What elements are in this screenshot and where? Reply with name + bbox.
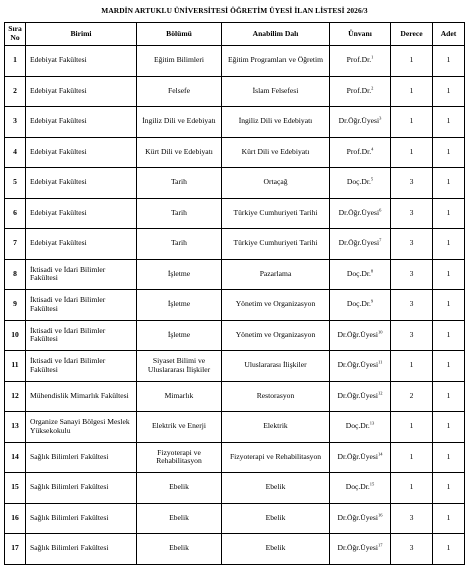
- cell-derece: 3: [391, 168, 433, 199]
- cell-no: 3: [5, 107, 26, 138]
- cell-bolumu: Siyaset Bilimi ve Uluslararası İlişkiler: [137, 351, 222, 382]
- cell-anabilim: Ebelik: [222, 473, 330, 504]
- table-row: [5, 46, 465, 77]
- table-row: [5, 534, 465, 565]
- cell-adet: 1: [433, 259, 465, 290]
- unvan-text: Doç.Dr.: [346, 268, 371, 278]
- cell-anabilim: Fizyoterapi ve Rehabilitasyon: [222, 442, 330, 473]
- cell-birimi: Organize Sanayi Bölgesi Meslek Yüksekokulu: [26, 412, 137, 443]
- cell-unvan: [330, 534, 391, 565]
- footnote-marker: 1: [371, 54, 374, 60]
- unvan-text: Dr.Öğr.Üyesi: [338, 116, 380, 126]
- cell-derece: 3: [391, 534, 433, 565]
- cell-adet: 1: [433, 412, 465, 443]
- unvan-text: Dr.Öğr.Üyesi: [337, 360, 379, 370]
- footnote-marker: 3: [379, 115, 382, 121]
- cell-birimi: Edebiyat Fakültesi: [26, 76, 137, 107]
- footnote-marker: 11: [378, 359, 383, 365]
- cell-anabilim: Pazarlama: [222, 259, 330, 290]
- footnote-marker: 12: [378, 390, 383, 396]
- footnote-marker: 5: [370, 176, 374, 182]
- footnote-marker: 16: [378, 512, 383, 518]
- footnote-marker: 13: [369, 420, 375, 426]
- cell-derece: 1: [391, 107, 433, 138]
- cell-derece: 1: [391, 442, 433, 473]
- cell-no: 2: [5, 76, 26, 107]
- cell-no: 16: [5, 503, 26, 534]
- cell-no: 6: [5, 198, 26, 229]
- cell-no: 5: [5, 168, 26, 199]
- unvan-text: Dr.Öğr.Üyesi: [337, 329, 378, 339]
- cell-bolumu: Tarih: [137, 198, 222, 229]
- cell-derece: 3: [391, 229, 433, 260]
- cell-derece: 1: [391, 137, 433, 168]
- table-row: [5, 107, 465, 138]
- cell-adet: 1: [433, 46, 465, 77]
- table-row: [5, 412, 465, 443]
- cell-anabilim: Uluslararası İlişkiler: [222, 351, 330, 382]
- cell-anabilim: Restorasyon: [222, 381, 330, 412]
- cell-no: 14: [5, 442, 26, 473]
- cell-bolumu: Felsefe: [137, 76, 222, 107]
- cell-birimi: Sağlık Bilimleri Fakültesi: [26, 534, 137, 565]
- cell-anabilim: Ebelik: [222, 503, 330, 534]
- header-birimi: Birimi: [26, 23, 137, 46]
- table-row: [5, 290, 465, 321]
- cell-birimi: Edebiyat Fakültesi: [26, 137, 137, 168]
- unvan-text: Prof.Dr.: [346, 85, 372, 95]
- cell-anabilim: Kürt Dili ve Edebiyatı: [222, 137, 330, 168]
- cell-bolumu: Mimarlık: [137, 381, 222, 412]
- cell-unvan: [330, 137, 391, 168]
- cell-no: 1: [5, 46, 26, 77]
- unvan-text: Dr.Öğr.Üyesi: [337, 512, 378, 522]
- table-row: [5, 320, 465, 351]
- cell-no: 7: [5, 229, 26, 260]
- header-no: Sıra No: [5, 23, 26, 46]
- table-row: [5, 381, 465, 412]
- cell-unvan: [330, 229, 391, 260]
- cell-adet: 1: [433, 76, 465, 107]
- table-row: [5, 473, 465, 504]
- cell-anabilim: Elektrik: [222, 412, 330, 443]
- footnote-marker: 14: [378, 451, 383, 457]
- unvan-text: Doç.Dr.: [345, 421, 370, 431]
- table-row: [5, 76, 465, 107]
- document-title: MARDİN ARTUKLU ÜNİVERSİTESİ ÖĞRETİM ÜYESİ İLAN LİSTESİ 2026/3: [101, 6, 368, 15]
- cell-anabilim: Türkiye Cumhuriyeti Tarihi: [222, 198, 330, 229]
- cell-derece: 1: [391, 473, 433, 504]
- cell-unvan: [330, 168, 391, 199]
- footnote-marker: 4: [371, 146, 374, 152]
- cell-unvan: [330, 46, 391, 77]
- unvan-text: Dr.Öğr.Üyesi: [337, 451, 378, 461]
- cell-bolumu: Fizyoterapi ve Rehabilitasyon: [137, 442, 222, 473]
- footnote-marker: 7: [379, 237, 382, 243]
- cell-adet: 1: [433, 534, 465, 565]
- cell-unvan: [330, 290, 391, 321]
- cell-adet: 1: [433, 137, 465, 168]
- cell-adet: 1: [433, 290, 465, 321]
- cell-bolumu: İşletme: [137, 259, 222, 290]
- cell-anabilim: Ortaçağ: [222, 168, 330, 199]
- cell-derece: 1: [391, 76, 433, 107]
- cell-derece: 1: [391, 412, 433, 443]
- cell-no: 11: [5, 351, 26, 382]
- cell-derece: 3: [391, 290, 433, 321]
- cell-adet: 1: [433, 442, 465, 473]
- unvan-text: Doç.Dr.: [345, 482, 370, 492]
- header-anabilim: Anabilim Dalı: [222, 23, 330, 46]
- cell-anabilim: Yönetim ve Organizasyon: [222, 320, 330, 351]
- header-adet: Adet: [433, 23, 465, 46]
- cell-unvan: [330, 351, 391, 382]
- cell-bolumu: Ebelik: [137, 503, 222, 534]
- cell-no: 12: [5, 381, 26, 412]
- cell-anabilim: Türkiye Cumhuriyeti Tarihi: [222, 229, 330, 260]
- announcement-table: [4, 22, 465, 565]
- cell-bolumu: İşletme: [137, 290, 222, 321]
- table-header-row: [5, 23, 465, 46]
- cell-adet: 1: [433, 351, 465, 382]
- unvan-text: Doç.Dr.: [346, 299, 371, 309]
- table-row: [5, 503, 465, 534]
- cell-derece: 3: [391, 320, 433, 351]
- cell-no: 9: [5, 290, 26, 321]
- footnote-marker: 8: [370, 268, 374, 274]
- cell-bolumu: İngiliz Dili ve Edebiyatı: [137, 107, 222, 138]
- cell-anabilim: Yönetim ve Organizasyon: [222, 290, 330, 321]
- table-row: [5, 442, 465, 473]
- table-row: [5, 198, 465, 229]
- header-derece: Derece: [391, 23, 433, 46]
- cell-adet: 1: [433, 198, 465, 229]
- cell-adet: 1: [433, 503, 465, 534]
- unvan-text: Dr.Öğr.Üyesi: [337, 390, 378, 400]
- cell-derece: 3: [391, 503, 433, 534]
- header-unvani: Ünvanı: [330, 23, 391, 46]
- cell-no: 13: [5, 412, 26, 443]
- cell-bolumu: Elektrik ve Enerji: [137, 412, 222, 443]
- footnote-marker: 9: [370, 298, 374, 304]
- cell-birimi: Edebiyat Fakültesi: [26, 168, 137, 199]
- cell-no: 15: [5, 473, 26, 504]
- cell-birimi: Edebiyat Fakültesi: [26, 107, 137, 138]
- cell-adet: 1: [433, 107, 465, 138]
- table-row: [5, 168, 465, 199]
- cell-birimi: Sağlık Bilimleri Fakültesi: [26, 473, 137, 504]
- cell-unvan: [330, 198, 391, 229]
- table-row: [5, 351, 465, 382]
- unvan-text: Prof.Dr.: [346, 55, 372, 65]
- footnote-marker: 15: [369, 481, 375, 487]
- cell-birimi: Edebiyat Fakültesi: [26, 229, 137, 260]
- cell-derece: 3: [391, 259, 433, 290]
- cell-birimi: Edebiyat Fakültesi: [26, 46, 137, 77]
- cell-bolumu: Ebelik: [137, 473, 222, 504]
- cell-anabilim: İngiliz Dili ve Edebiyatı: [222, 107, 330, 138]
- cell-adet: 1: [433, 168, 465, 199]
- cell-bolumu: Tarih: [137, 229, 222, 260]
- cell-birimi: İktisadi ve İdari Bilimler Fakültesi: [26, 351, 137, 382]
- cell-anabilim: Ebelik: [222, 534, 330, 565]
- table-row: [5, 137, 465, 168]
- cell-unvan: [330, 442, 391, 473]
- cell-birimi: İktisadi ve İdari Bilimler Fakültesi: [26, 259, 137, 290]
- header-bolumu: Bölümü: [137, 23, 222, 46]
- cell-unvan: [330, 503, 391, 534]
- cell-no: 8: [5, 259, 26, 290]
- unvan-text: Doç.Dr.: [346, 177, 371, 187]
- cell-unvan: [330, 107, 391, 138]
- cell-derece: 2: [391, 381, 433, 412]
- cell-adet: 1: [433, 320, 465, 351]
- cell-unvan: [330, 259, 391, 290]
- cell-unvan: [330, 381, 391, 412]
- cell-no: 17: [5, 534, 26, 565]
- footnote-marker: 6: [379, 207, 382, 213]
- cell-birimi: Sağlık Bilimleri Fakültesi: [26, 442, 137, 473]
- cell-birimi: Sağlık Bilimleri Fakültesi: [26, 503, 137, 534]
- cell-derece: 1: [391, 46, 433, 77]
- cell-anabilim: İslam Felsefesi: [222, 76, 330, 107]
- cell-birimi: Edebiyat Fakültesi: [26, 198, 137, 229]
- footnote-marker: 17: [378, 542, 383, 548]
- unvan-text: Dr.Öğr.Üyesi: [338, 238, 380, 248]
- cell-no: 10: [5, 320, 26, 351]
- cell-derece: 1: [391, 351, 433, 382]
- table-row: [5, 259, 465, 290]
- cell-unvan: [330, 320, 391, 351]
- cell-adet: 1: [433, 229, 465, 260]
- table-row: [5, 229, 465, 260]
- cell-anabilim: Eğitim Programları ve Öğretim: [222, 46, 330, 77]
- cell-no: 4: [5, 137, 26, 168]
- cell-adet: 1: [433, 381, 465, 412]
- cell-bolumu: Eğitim Bilimleri: [137, 46, 222, 77]
- cell-derece: 3: [391, 198, 433, 229]
- footnote-marker: 10: [378, 329, 383, 335]
- cell-birimi: Mühendislik Mimarlık Fakültesi: [26, 381, 137, 412]
- cell-adet: 1: [433, 473, 465, 504]
- cell-birimi: İktisadi ve İdari Bilimler Fakültesi: [26, 290, 137, 321]
- cell-bolumu: Kürt Dili ve Edebiyatı: [137, 137, 222, 168]
- unvan-text: Prof.Dr.: [346, 146, 372, 156]
- cell-bolumu: Tarih: [137, 168, 222, 199]
- unvan-text: Dr.Öğr.Üyesi: [338, 207, 380, 217]
- cell-unvan: [330, 412, 391, 443]
- cell-unvan: [330, 473, 391, 504]
- unvan-text: Dr.Öğr.Üyesi: [337, 543, 378, 553]
- footnote-marker: 2: [371, 85, 374, 91]
- cell-unvan: [330, 76, 391, 107]
- cell-bolumu: İşletme: [137, 320, 222, 351]
- cell-bolumu: Ebelik: [137, 534, 222, 565]
- cell-birimi: İktisadi ve İdari Bilimler Fakültesi: [26, 320, 137, 351]
